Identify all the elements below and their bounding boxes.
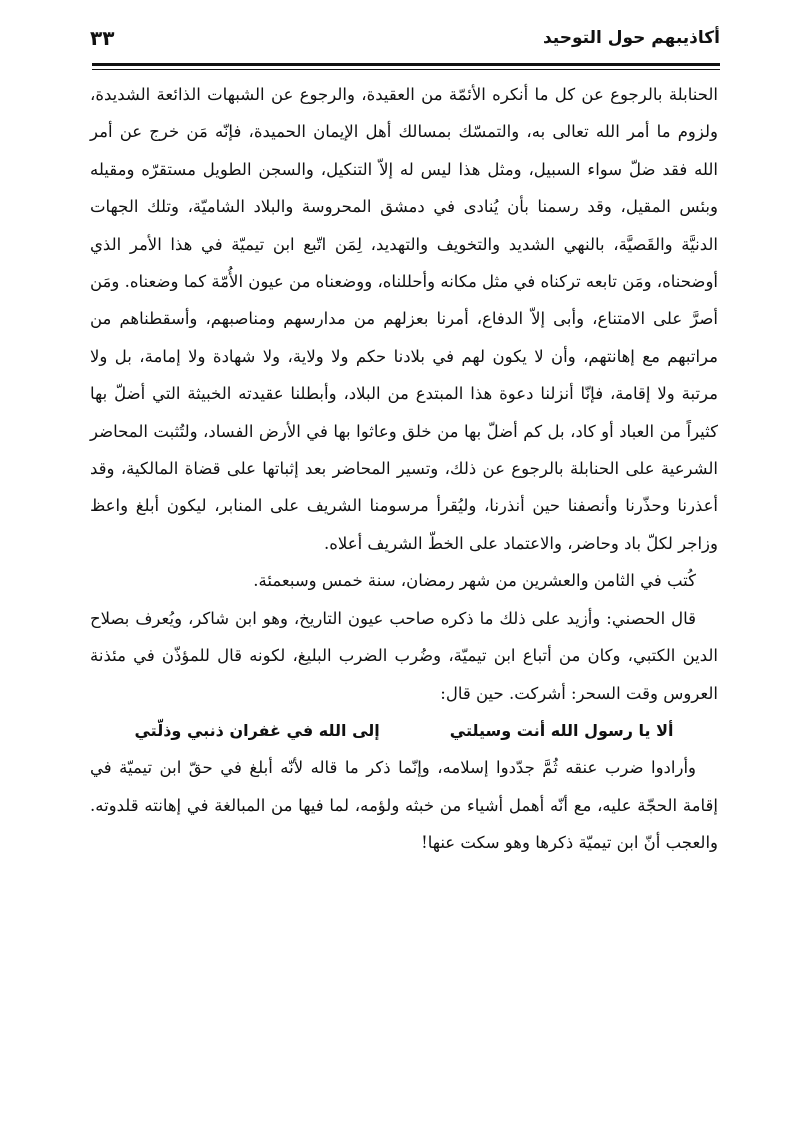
header-rule-thick [92,63,720,66]
verse-first-hemistich: ألا يا رسول الله أنت وسيلتي [449,720,674,740]
verse-second-hemistich: إلى الله في غفران ذنبي وذلّتي [134,720,380,740]
poetry-verse [90,712,718,749]
page-number: ٣٣ [90,26,115,50]
paragraph-hisni: قال الحصني: وأزيد على ذلك ما ذكره صاحب عيون التاريخ، وهو ابن شاكر، ويُعرف بصلاح الدين الكتبي، وكان من أتباع ابن تيميّة، وضُرب الضرب البليغ، لكونه قال للمؤذّن في مئذنة العروس وقت السحر: أشركت. حين قال: [90,608,718,703]
header-rule-thin [92,69,720,70]
body-text [90,76,718,862]
page-header [90,26,720,56]
running-title: أكاذيبهم حول التوحيد [542,28,720,48]
paragraph-decree: الحنابلة بالرجوع عن كل ما أنكره الأئمّة من العقيدة، والرجوع عن الشبهات الذائعة الشديدة، ولزوم ما أمر الله تعالى به، والتمسّك بمسالك أهل الإيمان الحميدة، فإنّه مَن خرج عن أمر الله فقد ضلّ سواء السبيل، ومثل هذا ليس له إلاّ التنكيل، والسجن الطويل مستقرّه ومقيله وبئس المقيل، وقد رسمنا بأن يُنادى في دمشق المحروسة والبلاد الشاميّة، وتلك الجهات الدنيَّة والقَصيَّة، بالنهي الشديد والتخويف والتهديد، لِمَن اتّبع ابن تيميّة في هذا الأمر الذي أوضحناه، ومَن تابعه تركناه في مثل مكانه وأحللناه، ووضعناه من عيون الأُمّة كما وضعناه. ومَن أصرَّ على الامتناع، وأبى إلاّ الدفاع، أمرنا بعزلهم من مدارسهم ومناصبهم، وأسقطناهم من مراتبهم مع إهانتهم، وأن لا يكون لهم في بلادنا حكم ولا ولاية، ولا شهادة ولا إمامة، بل ولا مرتبة ولا إقامة، فإنّا أنزلنا دعوة هذا المبتدع من البلاد، وأبطلنا عقيدته الخبيثة التي أضلّ بها كثيراً من العباد أو كاد، بل كم أضلّ بها من خلق وعاثوا بها في الأرض الفساد، ولتُثبت المحاضر الشرعية على الحنابلة بالرجوع عن ذلك، وتسير المحاضر بعد إثباتها على قضاة المالكية، وقد أعذرنا وحذّرنا وأنصفنا حين أنذرنا، وليُقرأ مرسومنا الشريف على المنابر، ليكون أبلغ واعظ وزاجر لكلّ باد وحاضر، والاعتماد على الخطّ الشريف أعلاه. [90,85,718,553]
paragraph-conclusion: وأرادوا ضرب عنقه ثُمَّ جدّدوا إسلامه، وإنّما ذكر ما قاله لأنّه أبلغ في حقّ ابن تيميّة في إقامة الحجّة عليه، مع أنّه أهمل أشياء من خبثه ولؤمه، لما فيها من المبالغة في إهانته قلدوته. والعجب أنّ ابن تيميّة ذكرها وهو سكت عنها! [90,758,718,853]
paragraph-date: كُتب في الثامن والعشرين من شهر رمضان، سنة خمس وسبعمئة. [253,571,696,591]
